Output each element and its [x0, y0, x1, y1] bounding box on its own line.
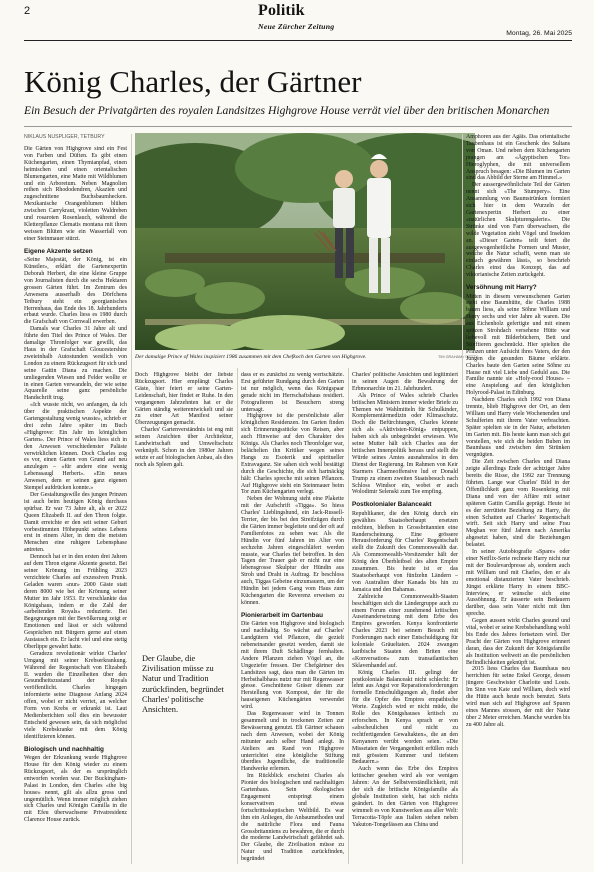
- subheading: Versöhnung mit Harry?: [466, 284, 537, 292]
- paragraph: Im Rückblick erscheint Charles als Pionier des biologischen und nachhaltigen Gartenbaus. Sein ökologisches Engagement entspringt einem konservativen und etwas fortschrittsskeptischen Weltbild. Es war ihm ein Anliegen, die Anbaumethoden und die natürliche Flora und Fauna Grossbritanniens zu bewahren, die er durch die moderne Landwirtschaft gefährdet sah. Der Glaube, die Zivilisation müsse zu Natur und Tradition zurückfinden, begründet: [241, 773, 344, 863]
- paragraph: Charles' politische Ansichten und legitimiert in seinen Augen die Bewahrung der Erbmonarchie im 21. Jahrhundert.: [352, 372, 458, 392]
- issue-date: Montag, 26. Mai 2025: [506, 30, 572, 37]
- paragraph: Als Prince of Wales schrieb Charles britischen Ministern immer wieder Briefe zu Themen wie Wahlmitteln für Schulkinder, Komplementärmedizin oder Klimaschutz. Doch die Befürchtungen, Charles könnte sich als «Aktivisten-König» entpuppen, haben sich als unbegründet erwiesen. Wie seine Mutter hält sich Charles aus der britischen Innenpolitik heraus und stellt die Würde seines Amtes ausnahmslos in den Dienst der Regierung. Im Rahmen von Keir Starmers Charmeoffensive lud er Donald Trump zu einem zweiten Staatsbesuch nach Schloss Windsor ein, wobei er auch Wolodimir Selenski zum Tee empfing.: [352, 392, 458, 496]
- paragraph: Highgrove ist die persönlichste aller königlichen Residenzen. Im Garten finden sich Erinnerungsstücke von Reisen, aber auch Hinweise auf den Charakter des Königs. Als Charles noch Thronfolger war, belächelten ihn Kritiker wegen seines Hangs zu Esoterik und spiritueller Extravaganz. Sie sahen sich wohl bestätigt durch die Geschichte, die sich hartnäckig hält: Charles spreche mit seinen Pflanzen. Auf Highgrove steht ein Steinmauer beim Tor zum Küchengarten verlegt.: [241, 413, 344, 496]
- paragraph: Wegen der Erkrankung wurde Highgrove House für den König wieder zu einem Rückzugsort, als der es ursprünglich entworfen worden war. Der Buckingham-Palast in London, den Charles «the big house» nennt, gilt als allzu gross und ungemütlich. Wenn immer möglich ziehen sich Charles und Königin Camilla in die mit Efeu überwachsene Privatresidenz Clarence House zurück.: [24, 755, 127, 824]
- garden-photo-illustration: [135, 133, 475, 350]
- article-photo: [135, 133, 475, 350]
- photo-caption: Der damalige Prince of Wales inspiziert 1986 zusammen mit dem Chefkoch den Garten von Highgrove.: [135, 354, 367, 360]
- article-column-4: [352, 372, 458, 864]
- paragraph: «Seine Majestät, der König, ist ein Künstler», erklärt die Gartenexpertin Deborah Herbert, die eine kleine Gruppe von Journalisten durch die sechs Hektaren grossen Gärten führt. Im Zentrum des Anwesens ausserhalb des Dörfchens Tetbury steht ein georgianisches Herrenhaus, das Ende des 18. Jahrhunderts erbaut wurde. Charles liess es 1980 durch die Grafschaft von Cornwall erwerben.: [24, 257, 127, 326]
- header-rule: [24, 40, 572, 41]
- section-title: Politik: [258, 2, 305, 19]
- paragraph: Dennoch hat er in den ersten drei Jahren auf dem Thron eigene Akzente gesetzt. Bei seiner Krönung im Frühling 2023 verzichtete Charles auf exzessiven Prunk. Geladen waren «nur» 2000 Gäste statt deren 8000 wie bei der Krönung seiner Mutter im Jahr 1953. Er verschlankte das Königshaus, indem er die Zahl der «arbeitenden Royals» reduzierte. Bei Begegnungen mit der Bevölkerung zeigt er Emotionen und lässt er sich während Gesprächen mit Bürgern gerne auf einen Austausch ein. Er lacht viel und eine stetig Oberlippe gewahrt hatte.: [24, 554, 127, 650]
- paragraph: Die Gärten von Highgrove sind ein Fest von Farben und Düften. Es gibt einen Küchengarten, einen Thymianpfad, einen heimischen und einen orientalischen Blumengarten, eine Matte mit Wildblumen und ein Arboretum. Neben Magnolien reihen sich Rhododendren, Akazien und zugeschnittene Buchsbaumhecken. Mexikanische Orangenblumen blühen zwischen Carrykraut, violetten Waldreben und rosaroten Rosenlauch, während die Kletterpflanze Clematis montana mit ihren weissen Blüten wie ein Wasserfall von einer Steinmauer stürzt.: [24, 146, 127, 242]
- article-column-5: [466, 134, 570, 864]
- paragraph: In seiner Autobiografie «Spare» oder einer Netflix-Serie rechnete Harry nicht nur mit der Boulevardpresse ab, sondern auch mit William und mit Charles, den er als emotional distanzierten Vater beschrieb. Jüngst erklärte Harry in einem BBC-Interview, er wünsche sich eine Aussöhnung. Er äusserte sein Bedauern darüber, dass sein Vater nicht mit ihm spreche.: [466, 549, 570, 618]
- byline: NIKLAUS NUSPLIGER, TETBURY: [24, 134, 105, 140]
- paragraph: dass er es zunächst zu wenig wertschätzte. Erst geführter Rundgang durch den Garten ist nur möglich, wenn das Königspaar gerade nicht im Herrschaftshaus residiert. Fotografieren ist Besuchern streng untersagt.: [241, 372, 344, 413]
- column-divider: [237, 368, 238, 864]
- article-title: König Charles, der Gärtner: [24, 64, 362, 99]
- paragraph: Amphoren aus der Ägäis. Das orientalische Taubenhaus ist ein Geschenk des Sultans von Oman. Und neben dem Küchengarten prangen am «Ägyptischen Tor» Hieroglyphen, die mit universellem Anspruch besagen: «Die Blumen im Garten sind das Abbild der Sterne am Himmel.»: [466, 134, 570, 182]
- page-number: 2: [24, 5, 31, 17]
- article-subtitle: Ein Besuch der Privatgärten des royalen Landsitzes Highgrove House verrät viel über den britischen Monarchen: [24, 104, 550, 117]
- paragraph: Damals war Charles 31 Jahre alt und führte den Titel des Prince of Wales. Der damalige Thronfolger war gewillt, das Haus in der Grafschaft Gloucestershire zweieinhalb Autostunden westlich von London zu einem Rückzugsort für sich und seine Gattin Diana zu machen. Die umliegenden Wiesen und Felder wollte er in einen Garten verwandeln, der wie seine Aquarelle seine ganz persönliche Handschrift trug.: [24, 326, 127, 402]
- paragraph: 2015 liess Charles das Baumhaus neu herrichten für seine Enkel George, dessen jüngere Geschwister Charlotte und Louis. Im Sinn von Kate und William, doch wird die Hütte auch heute noch benutzt. Stets wird man sich auf Highgrove auf Spuren eines Mannes stossen, der mit der Natur über 2 Meter erreichen. Manche wurden bis zu 400 Jahre alt.: [466, 666, 570, 728]
- subheading: Biologisch und nachhaltig: [24, 745, 104, 753]
- paragraph: Geradezu revolutionär wirkte Charles' Umgang mit seiner Krebserkrankung. Während der Regentschaft von Elizabeth II. wurden die Einzelheiten über den Gesundheitszustand der Royals veröffentlicht. Charles hingegen informierte seine Diagnose Anfang 2024 offen, wobei er nicht verriet, an welcher Form von Krebs er erkrankt ist. Laut Medienberichten soll dies ein bewusster Entscheid gewesen sein, da sich möglichst viele Krebskranke mit dem König identifizieren können.: [24, 650, 127, 740]
- paragraph: Nachdem Charles sich 1992 von Diana trennte, blieb Highgrove der Ort, an dem William und Harry viele Wochenenden und Schulferien mit ihrem Vater verbrachten. Später spielten sie in der Natur, arbeiteten im Garten mit. Bis heute kann man sich gut vorstellen, wie sich die beiden Buben im Baumhaus und zwischen den Strünken vergnügten.: [466, 397, 570, 459]
- pull-quote: Der Glaube, die Zivilisation müsse zu Natur und Tradition zurückfinden, begründet Charles' politische Ansichten.: [142, 654, 224, 715]
- article-column-1: [24, 146, 127, 864]
- paragraph: Gegen aussen wirkt Charles gesund und vital, wobei er seine Krebsbehandlung wohl bis Ende des Jahres fortsetzen wird. Der Pracht der Gärten von Highgrove erinnert daran, dass der Zukunft der Königsfamilie als Institution weltweit an die persönlichen Befindlichkeiten geknüpft ist.: [466, 618, 570, 666]
- paragraph: Mitten in diesem verwunschenen Garten steht eine Baumhütte, die Charles 1988 bauen liess, als seine Söhne William und Harry sechs und vier Jahre alt waren. Die aus Eichenholz gefertigte und mit einem spitzen Strohdach versehene Hütte war liebevoll mit Bilderbüchern, Bett und Stofftieren geschmückt. Hier spielten die Prinzen unter Aufsicht ihres Vaters, der den Jungen die gesunden Bäume erklärte. Charles baute den Garten seine Söhne zu Hause mit viel Liebe und Geduld aus. Die Familie nannte sie «Holy-rood House» – eine Anspielung auf den königlichen Holyrood-Palast in Edinburg.: [466, 293, 570, 397]
- paragraph: «Ich wusste nicht, wo anfangen, da ich über die praktischen Aspekte der Gartengestaltung wenig wusste», schrieb er drei zehn Jahre später im Buch «Highgrove: Ein Jahr im königlichen Garten». Der Prince of Wales liess sich in den Anwesen verschiedenster Paläste verwirklichen können. Doch Charles zog es vor, einen Garten von Grund auf neu anzulegen – «für andere eine wenig Lebenssaugl Herbert». «Ein neues Anwesen, dem er seinen ganz eigenen Stempel aufdrücken konnte.»: [24, 402, 127, 492]
- paragraph: Das Regenwasser wird in Tonnen gesammelt und in trockenen Zeiten zur Bewässerung genutzt. Eli Gärtner schauen nach dem Anwesen, wobei der König mitunter auch selber Hand anlegt. In Ateliers am Rand von Highgrove unterrichtet eine königliche Stiftung überdies Jugendliche, die traditionelle Handwerke erlernen.: [241, 711, 344, 773]
- title-rule: [24, 126, 572, 127]
- column-divider: [348, 368, 349, 864]
- column-divider: [462, 134, 463, 864]
- paragraph: Auch wenn das Erbe des Empires kritischer gesehen wird als vor wenigen Jahren: An der Selbstverständlichkeit, mit der sich die britische Königsfamilie als globale Institution sieht, hat sich nichts geändert. In den Gärten von Highgrove wimmelt es von Kunstwerken aus aller Welt: Terracotta-Töpfe aus Italien stehen neben Yakuton-Tongefässen aus China und: [352, 766, 458, 828]
- paragraph: Die Zeit zwischen Charles und Diana zeigte allerdings Ende der achtziger Jahre bereits die Risse, die 1992 zur Trennung führten. Lange war Charles' Bild in der Öffentlichkeit ganz vom Rosenkrieg mit Diana und von der Affäre mit seiner späteren Gattin Camilla geprägt. Heute ist es der zerrüttete Beziehung zu Harry, die einen Schatten auf Charles' Regentschaft wirft. Seit sich Harry und seine Frau Meghan vor fünf Jahren nach Amerika abgesetzt haben, sind die Beziehungen belastet.: [466, 459, 570, 549]
- subheading: Eigene Akzente setzen: [24, 247, 93, 255]
- paragraph: Doch Highgrove bleibt der liebste Rückzugsort. Hier empfängt Charles Gäste, hier feiert er seine Garten-Leidenschaft, hier findet er Ruhe. In den vergangenen Jahrzehnten hat er die Gärten ständig weiterentwickelt und sie zu einer Art Manifest seiner Überzeugungen gemacht.: [135, 372, 233, 427]
- paragraph: Charles' Gartenverständnis ist eng mit seinen Ansichten über Architektur, Landwirtschaft und Umweltschutz verknüpft. Schon in den 1980er Jahren setzte er auf biologischen Anbau, als dies noch als Spleen galt.: [135, 427, 233, 468]
- paragraph: König Charles III. gelingt der postkoloniale Balanceakt nicht schlecht: Er lehnt aus Angst vor Reparationsforderungen formelle Entschuldigungen ab, findet aber für die Opfer des Empires empathische Worte. Zugleich wird er nicht müde, die Rolle des Königshauses kritisch zu erforschen. In Kenya sprach er von «abscheulichen und nicht zu rechtfertigenden Gewaltakten», die an den Kenyanern verübt worden seien. «Die Missetaten der Vergangenheit erfüllen mich mit grösstem Kummer und tiefstem Bedauern.»: [352, 669, 458, 766]
- paper-name: Neue Zürcher Zeitung: [258, 22, 335, 31]
- column-divider: [131, 134, 132, 864]
- article-column-2: [135, 372, 233, 652]
- paragraph: Der Gestaltungswille des jungen Prinzen ist auch beim heutigen König durchaus spürbar. Er war 73 Jahre alt, als er 2022 Queen Elizabeth II. auf den Thron folgte. Damit erreichte er den seit seiner Geburt vorbestimmten Höhepunkt seines Lebens erst in einem Alter, in dem die meisten Menschen eine ruhigere Lebensphase antreten.: [24, 492, 127, 554]
- article-column-3: [241, 372, 344, 864]
- subheading: Pionierarbeit im Gartenbau: [241, 611, 324, 619]
- paragraph: Republikaner, die den König durch ein gewähltes Staatsoberhaupt ersetzen möchten, bleiben in Grossbritannien eine Randerscheinung. Eine grössere Herausforderung für Charles' Regentschaft stellt die Zukunft des Commonwealth dar. Als Commonwealth-Vorsitzender hält der König den Überbleibsel des alten Empire zusammen. Bis heute ist er das Staatsoberhaupt von fünfzehn Ländern – von Australien über Kanada bis hin zu Jamaica und den Bahamas.: [352, 510, 458, 593]
- paragraph: Die Gärten von Highgrove sind biologisch und nachhaltig. So wächst auf Charles' Landgütern viel Pflanzen, die gezielt nebeneinander gesetzt werden, damit sie mit ihrem Duft Schädlinge fernhalten. Andere Pflanzen ziehen Vögel an, die Ungeziefer fressen. Der Chefgärtner des Landsitzes sagt, dass man die Gärten im Herbsthalbhaus nutzt nur mit Regenwasser giesse. Geschnittene Gräser dienen zur Herstellung von Kompost, der für die hauseigenen Küchengärten verwendet wird.: [241, 621, 344, 711]
- photo-credit: TIM GRAHAM / GETTY: [438, 355, 479, 359]
- paragraph: Der aussergewöhnlichste Teil der Gärten nennt sich «The Stumpery». Eine Ansammlung von Baumstrünken formiert sich hier in dem Wurzeln der Gartenexpertin Herbert zu einer «natürlichen Skulpturengalerie». Die Strünke sind von Farn überwachsen, die wilde Vegetation zieht Vögel und Insekten an. «Dieser Garten» teilt feiert die ausgewogenheitliche Formen und Muster, welche die Natur schafft, wenn man sie einlach gewähren lässt», so beschrieb Charles einst das Konzept, das auf viktorianische Zeiten zurückgeht.: [466, 182, 570, 279]
- paragraph: Neben der Wohnung steht eine Plakette mit der Aufschrift «Tigga». So hiess Charles' Lieblingshund, ein Jack-Russell-Terrier, der bis bei den Streifzügen durch die Gärten immer begleitete und der oft auf Familienfotos zu sehen war. Als die Hündin vor fünf Jahren im Alter von sechzehn Jahren eingeschläfert werden musste, war Charles tief betroffen. In den Tagen der Trauer gab er nicht nur eine lebensgrosse Skulptur der Hündin aus Stroh und Draht in Auftrag. Er beschloss auch, Tiggas Gebeine einzumauern, um der Hündin bei jedem Gang vom Haus zum Küchengarten die Reverenz erweisen zu können.: [241, 496, 344, 606]
- subheading: Postkolonialer Balanceakt: [352, 501, 432, 509]
- page-header: [0, 0, 594, 70]
- paragraph: Zahlreiche Commonwealth-Staaten beschäftigen sich die Ländergruppe auch zu einem Forum einer zunehmend kritischen Auseinandersetzung mit dem Erbe des Empires geworden. Kenya konfrontierte Charles 2023 bei seinem Besuch mit Forderungen nach einer Entschuldigung für koloniale Gräueltaten. 2024 zwangen karibische Staaten den Briten eine «Konversation» zum transatlantischen Sklavenhandel auf.: [352, 593, 458, 669]
